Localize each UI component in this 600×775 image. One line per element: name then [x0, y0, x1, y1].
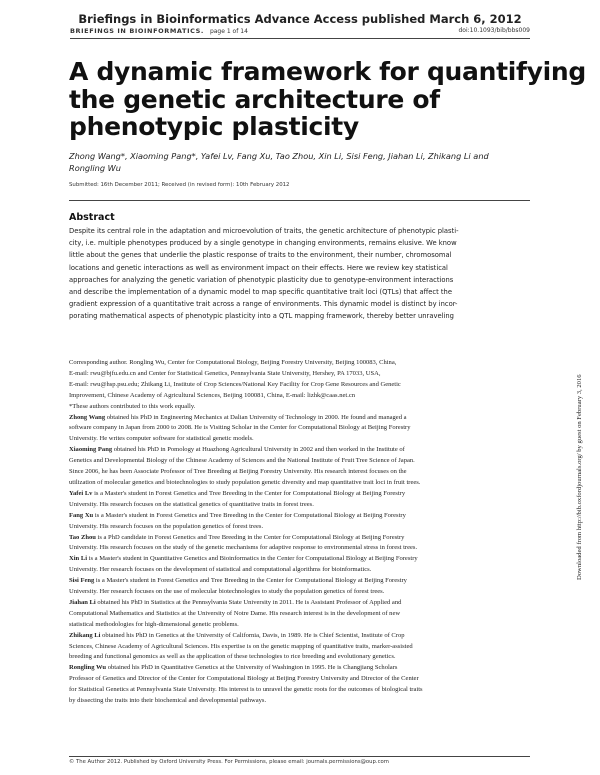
- bio-text: obtained his PhD in Pomology at Huazhong Agricultural University in 2002 and then worked in the Institute of: [112, 446, 405, 454]
- bio-text: obtained his PhD in Engineering Mechanics at Dalian University of Technology in 2000. He found and managed a: [105, 413, 407, 421]
- bio-text: Computational Mathematics and Statistics at the University of Notre Dame. His research interest is in the development of new: [69, 609, 401, 617]
- bio-author-name: Fang Xu: [69, 511, 94, 519]
- bio-line: [69, 587, 530, 598]
- copyright-notice: © The Author 2012. Published by Oxford University Press. For Permissions, please email: journals.permissions@oup.com: [69, 759, 389, 765]
- page-info: page 1 of 14: [209, 28, 248, 35]
- bio-text: Since 2006, he has been Associate Professor of Tree Breeding at Beijing Forestry University. His research interest focuses on the: [69, 468, 407, 476]
- bio-text: University. His research focuses on the population genetics of forest trees.: [69, 522, 264, 530]
- bio-text: University. His research focuses on the study of the genetic mechanisms for adaptive response to environmental stress in forest trees.: [69, 544, 418, 552]
- bio-line: [69, 511, 530, 522]
- bio-text: is a Master's student in Forest Genetics and Tree Breeding in the Center for Computational Biology at Beijing Forestry: [93, 511, 406, 519]
- bio-text: statistical methodologies for high-dimensional genetic problems.: [69, 620, 239, 628]
- journal-name: BRIEFINGS IN BIOINFORMATICS.: [70, 27, 204, 35]
- paper-title: [69, 57, 586, 141]
- bio-line: [69, 402, 530, 413]
- bio-line: [69, 369, 530, 380]
- bio-text: Professor of Genetics and Director of the Center for Computational Biology at Beijing Forestry University and Director of the Center: [69, 675, 419, 683]
- bio-line: [69, 533, 530, 544]
- bio-text: Sciences, Chinese Academy of Agricultural Sciences. His expertise is on the genetic mapping of quantitative traits, marker-assisted: [69, 642, 413, 650]
- bio-author-name: Zhong Wang: [69, 413, 106, 421]
- bio-text: obtained his PhD in Statistics at the Pennsylvania State University in 2011. He is Assistant Professor of Applied and: [95, 598, 402, 606]
- bio-text: by dissecting the traits into their biochemical and developmental pathways.: [69, 697, 267, 705]
- title-line: A dynamic framework for quantifying: [69, 57, 586, 86]
- footer-rule: [69, 756, 530, 757]
- bio-author-name: Yafei Lv: [69, 489, 93, 497]
- bio-text: breeding and functional genomics as well as the application of these technologies to rice breeding and evolutionary genetics.: [69, 653, 396, 661]
- bio-line: [69, 489, 530, 500]
- bio-line: [69, 663, 530, 674]
- bio-text: for Statistical Genetics at Pennsylvania State University. His interest is to unravel the genetic roots for the outcomes of biological traits: [69, 686, 423, 694]
- bio-text: is a Master's student in Forest Genetics and Tree Breeding in the Center for Computational Biology at Beijing Forestry: [92, 489, 406, 497]
- title-line: the genetic architecture of: [69, 84, 440, 114]
- abstract-line: and describe the implementation of a dynamic model to map specific quantitative trait loci (QTLs) that affect the: [69, 288, 452, 297]
- abstract-line: little about the genes that underlie the plastic response of traits to the environment, their number, chromosomal: [69, 251, 452, 260]
- bio-author-name: Tao Zhou: [69, 533, 96, 541]
- bio-line: [69, 522, 530, 533]
- bio-text: University. Her research focuses on the development of statistical and computational algorithms for bioinformatics.: [69, 566, 372, 574]
- bio-line: [69, 631, 530, 642]
- bio-text: University. His research focuses on the statistical genetics of quantitative traits in forest trees.: [69, 500, 314, 508]
- bio-line: [69, 642, 530, 653]
- bio-line: [69, 609, 530, 620]
- bio-author-name: Zhikang Li: [69, 631, 101, 639]
- bio-text: Genetics and Developmental Biology of the Chinese Academy of Sciences and the National Institute of Fruit Tree Science of Japan.: [69, 457, 415, 465]
- bio-line: [69, 467, 530, 478]
- bio-text: Improvement, Chinese Academy of Agricultural Sciences, Beijing 100081, China, E-mail: lizhk@caas.net.cn: [69, 391, 356, 399]
- bio-line: [69, 434, 530, 445]
- bio-line: [69, 576, 530, 587]
- bio-text: E-mail: rwu@bjfu.edu.cn and Center for Statistical Genetics, Pennsylvania State University, Hershey, PA 17033, USA,: [69, 369, 381, 377]
- doi: doi:10.1093/bib/bbs009: [458, 27, 530, 34]
- bio-line: [69, 652, 530, 663]
- abstract-line: city, i.e. multiple phenotypes produced by a single genotype in changing environments, remains elusive. We know: [69, 239, 457, 248]
- bio-line: [69, 620, 530, 631]
- bio-line: [69, 554, 530, 565]
- bio-line: [69, 674, 530, 685]
- bio-line: [69, 380, 530, 391]
- bio-line: [69, 543, 530, 554]
- bio-author-name: Rongling Wu: [69, 664, 107, 672]
- bio-author-name: Sisi Feng: [69, 577, 95, 585]
- bio-text: obtained his PhD in Quantitative Genetics at the University of Washington in 1995. He is Changjiang Scholars: [106, 664, 398, 672]
- abstract-line: Despite its central role in the adaptation and microevolution of traits, the genetic architecture of phenotypic plasti-: [69, 227, 459, 235]
- running-header: [70, 27, 530, 37]
- bio-line: [69, 445, 530, 456]
- title-line: phenotypic plasticity: [69, 112, 359, 141]
- section-rule: [69, 200, 530, 201]
- bio-line: [69, 500, 530, 511]
- bio-line: [69, 598, 530, 609]
- bio-text: utilization of molecular genetics and biotechnologies to study population genetic diversity and map quantitative trait loci in fruit trees.: [69, 478, 421, 486]
- bio-author-name: Xiaoming Pang: [69, 446, 113, 454]
- bio-line: [69, 391, 530, 402]
- abstract-line: gradient expression of a quantitative trait across a range of environments. This dynamic model is distinct by incor-: [69, 300, 458, 309]
- abstract-body: [69, 225, 530, 323]
- bio-text: obtained his PhD in Genetics at the University of California, Davis, in 1989. He is Chief Scientist, Institute of Crop: [100, 631, 405, 639]
- submission-dates: Submitted: 16th December 2011; Received (in revised form): 10th February 2012: [69, 182, 290, 188]
- bio-author-name: Jiahan Li: [69, 598, 96, 606]
- abstract-heading: Abstract: [69, 212, 115, 223]
- author-line: Zhong Wang*, Xiaoming Pang*, Yafei Lv, Fang Xu, Tao Zhou, Xin Li, Sisi Feng, Jiahan Li, Zhikang Li and: [69, 151, 489, 161]
- advance-access-banner: Briefings in Bioinformatics Advance Access published March 6, 2012: [78, 12, 522, 26]
- author-list: [69, 150, 509, 174]
- abstract-line: locations and genetic interactions as well as environment impact on their effects. Here we review key statistical: [69, 263, 448, 272]
- bio-text: University. He writes computer software for statistical genetic models.: [69, 435, 254, 443]
- bio-text: is a Master's student in Quantitative Genetics and Bioinformatics in the Center for Computational Biology at Beijing Forestry: [87, 555, 418, 563]
- bio-line: [69, 423, 530, 434]
- bio-line: [69, 696, 530, 707]
- bio-author-name: Xin Li: [69, 555, 88, 563]
- bio-line: [69, 456, 530, 467]
- bio-text: Corresponding author. Rongling Wu, Center for Computational Biology, Beijing Forestry University, Beijing 100083, China,: [69, 359, 397, 366]
- header-rule: [70, 38, 530, 39]
- bio-line: [69, 685, 530, 696]
- author-bios: [69, 358, 530, 707]
- bio-line: [69, 413, 530, 424]
- download-stamp: Downloaded from http://bib.oxfordjournals.org/ by guest on February 3, 2016: [576, 374, 583, 580]
- bio-text: is a PhD candidate in Forest Genetics and Tree Breeding in the Center for Computational Biology at Beijing Forestry: [95, 533, 405, 541]
- bio-text: E-mail: rwu@hsp.psu.edu; Zhikang Li, Institute of Crop Sciences/National Key Facility for Crop Gene Resources and Genetic: [69, 380, 401, 388]
- abstract-line: approaches for analyzing the genetic variation of phenotypic plasticity due to genotype-environment interactions: [69, 275, 454, 284]
- bio-text: software company in Japan from 2000 to 2008. He is Visiting Scholar in the Center for Computational Biology at Beijing Forestry: [69, 424, 411, 432]
- bio-line: [69, 478, 530, 489]
- bio-text: University. Her research focuses on the use of molecular biotechnologies to study the population genetics of forest trees.: [69, 588, 385, 596]
- bio-line: [69, 565, 530, 576]
- bio-line: [69, 358, 530, 369]
- bio-text: is a Master's student in Forest Genetics and Tree Breeding in the Center for Computational Biology at Beijing Forestry: [94, 577, 407, 585]
- bio-text: *These authors contributed to this work equally.: [69, 402, 196, 410]
- author-line: Rongling Wu: [69, 163, 121, 173]
- abstract-line: porating mathematical aspects of phenotypic plasticity into a QTL mapping framework, thereby better unraveling: [69, 312, 454, 321]
